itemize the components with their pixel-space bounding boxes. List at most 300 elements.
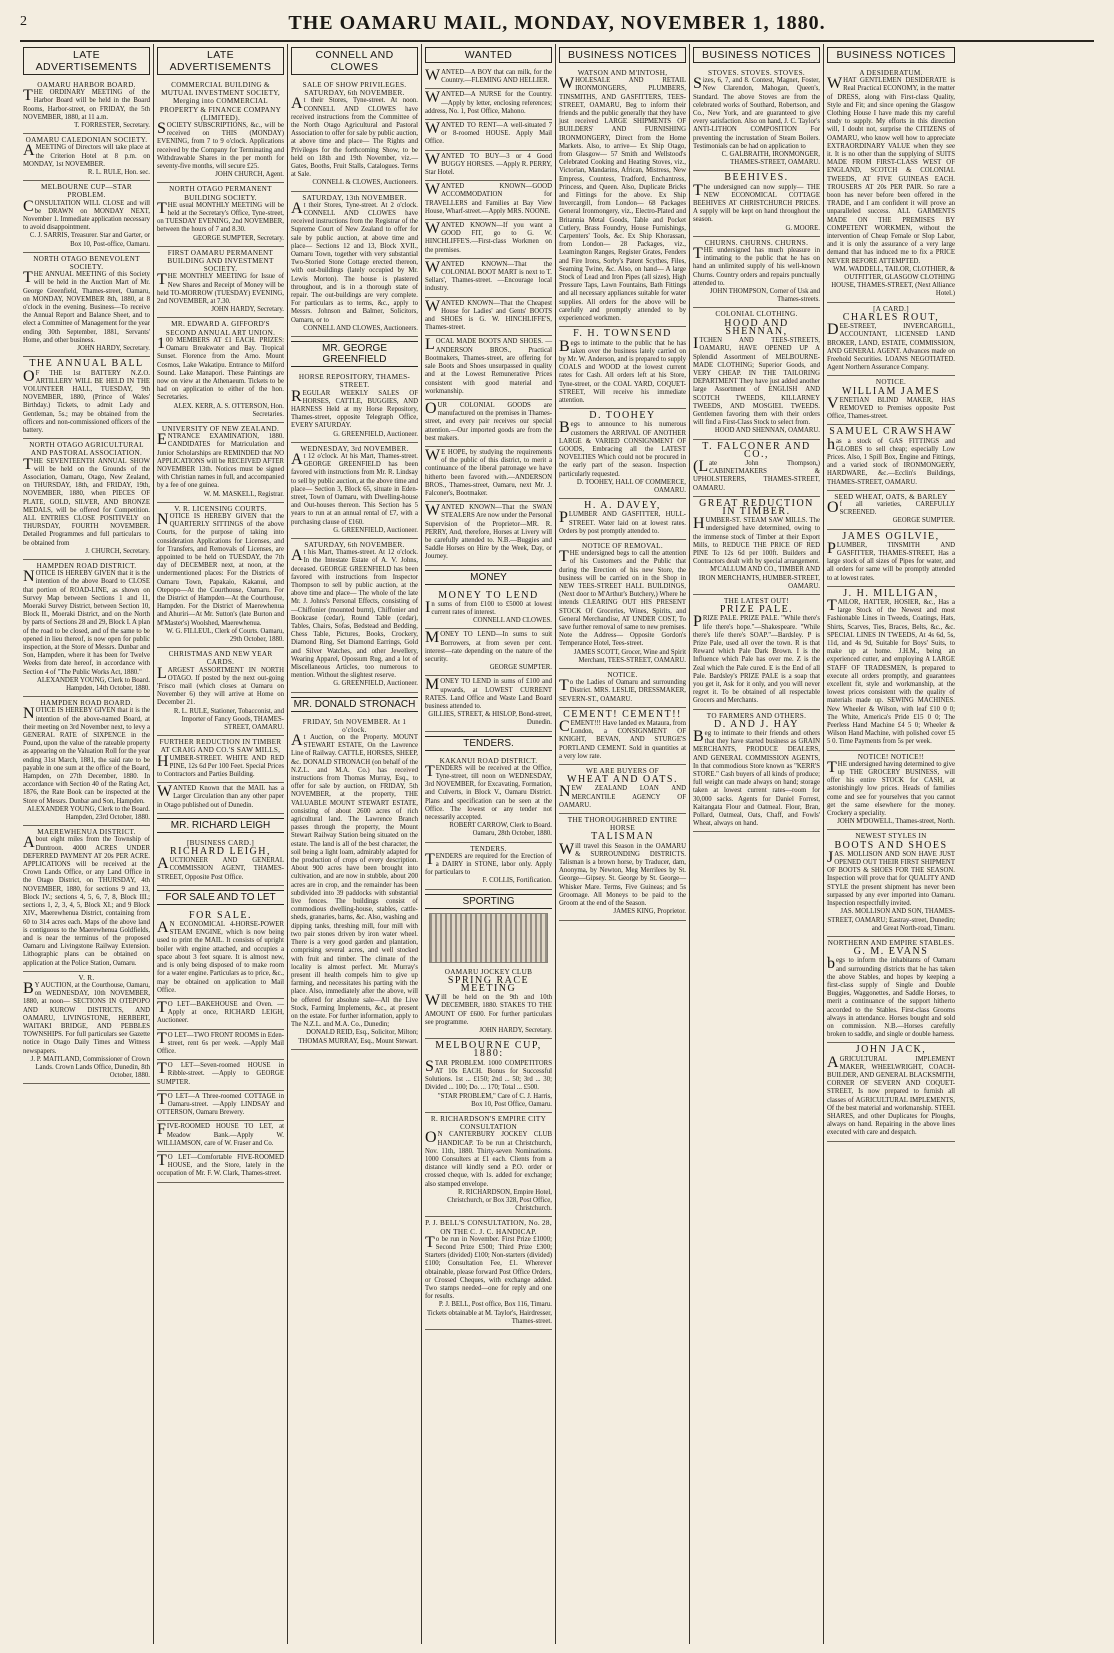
advertisement: [23, 357, 150, 439]
ad-heading: OAMARU JOCKEY CLUB: [444, 967, 533, 976]
ad-heading: SATURDAY, 13th NOVEMBER.: [302, 193, 407, 202]
ad-signature: C. J. SARRIS, Treasurer. Star and Garter, or Box 10, Post-office, Oamaru.: [29, 232, 150, 248]
advertisement: [291, 192, 418, 337]
ad-body: NEW ZEALAND LOAN AND MERCANTILE AGENCY OF OAMARU.: [559, 783, 686, 809]
ad-body: 100 MEMBERS AT £1 EACH. PRIZES: Oamaru Breakwater and Bay. Tropical Sunset. Florence from the Arno. Mount Cosmos, Lake Wakatipu. Entrance to Milford Sound. Lake Manapori. These Paintings are now on view at the Athenaeum. Tickets to be had on application to either of the hon. Secretaries.: [157, 334, 284, 402]
advertisement: [425, 220, 552, 259]
ad-body: (Late John Thompson,) CABINETMAKERS & UPHOLSTERERS, THAMES-STREET, OAMARU.: [693, 457, 820, 492]
section-heading: MR. DONALD STRONACH: [291, 697, 418, 712]
ad-signature: WM. WADDELL, TAILOR, CLOTHIER, & OUTFITTER, GLASGOW CLOTHING HOUSE, THAMES-STREET, (Next Alliance Hotel.): [831, 265, 955, 298]
ad-body: To be run in November. First Prize £1000; Second Prize £500; Third Prize £300; Starters (divided) £100; Non-starters (divided) £100; Consultation Fee, £1. Wherever obtainable, please forward Post Office Orders, or Crossed Cheques, with exchange added. Two stamps needed—one for reply and one for results.: [425, 1233, 552, 1301]
newspaper-title: THE OAMARU MAIL, MONDAY, NOVEMBER 1, 1880.: [288, 12, 826, 34]
ad-signature: G. GREENFIELD, Auctioneer.: [333, 680, 418, 688]
ad-body: VENETIAN BLIND MAKER, HAS REMOVED to Premises opposite Post Office, Thames-street.: [827, 394, 955, 421]
advertisement: [23, 134, 150, 181]
ad-signature: G. GREENFIELD, Auctioneer.: [333, 526, 418, 534]
ad-display-name: J. H. MILLIGAN,: [843, 587, 939, 599]
ad-signature: JOHN HARDY, Secretary.: [479, 1027, 552, 1035]
ad-signature: ROBERT CARROW, Clerk to Board. Oamaru, 28th October, 1880.: [449, 822, 552, 838]
advertisement: [425, 89, 552, 120]
ad-body: Sizes, 6, 7, and 8. Contest, Magnet, Foster, New Clarendon, Mahogan, Queen's, Standard. The above Stoves are from the celebrated works of Southard, Robertson, and Co., New York, and are guaranteed to give every satisfaction. Also on hand, J. C. Taylor's ANTI-LITHON COMPOSITION For preventing the incrustation of Steam Boilers. Testimonials can be had on application to: [693, 75, 820, 150]
ad-body: TO LET—TWO FRONT ROOMS in Eden-street, rent 6s per week. —Apply Mail Office.: [157, 1029, 284, 1055]
advertisement: [157, 1152, 284, 1183]
ad-display-name: G. M. EVANS: [853, 946, 929, 958]
ad-body: WHOLESALE AND RETAIL IRONMONGERS, PLUMBERS, TINSMITHS, AND GASFITTERS, TEES-STREET, OAMARU, Beg to inform their friends and the public generally that they have just received LARGE SHIPMENTS OF BUILDERS' AND FURNISHING IRONMONGERY, Direct from the Home Markets. Also, to arrive— Ex Ship Otago, from Glasgow— 57 Smith and Wellstood's Celebrated Cooking and Heating Stoves, viz., Victorian, Mandarins, African, Mistress, New Empress, Countess, Tradford, Enchantress, Princess, and Queen. Also, Duplicate Bricks and Fittings for the above. Ex Ship Invercargill, from London— 68 Packages General Ironmongery, viz., Electro-Plated and Britannia Metal Goods, Table and Pocket Cutlery, Brass Foundry, House Furnishings, Carpenters' Tools, &c. Ex Ship Khorassan, from London— 28 Packages, viz., Leamington Ranges, Register Grates, Fenders and Fire Irons, Sorby's Patent Scythes, Files, Seaming Twine, &c. Also, on hand— A large Stock of Lead and Iron Pipes (all sizes), High Pressure Taps, Lawn Fountains, Bath Fittings and all necessary appliances suitable for water supplies. All orders for the above will be carefully and promptly attended to by experienced workmen.: [559, 75, 686, 323]
ad-heading: OAMARU HARBOR BOARD.: [37, 81, 136, 89]
ad-signature: JOHN M'DOWELL, Thames-street, North.: [837, 818, 955, 826]
ad-signature: JOHN HARDY, Secretary.: [211, 306, 284, 314]
ad-signature: R. L. RULE, Stationer, Tobacconist, and Importer of Fancy Goods, THAMES-STREET, OAMARU.: [173, 707, 284, 732]
advertisement: [827, 937, 955, 1043]
advertisement: [693, 67, 820, 171]
ad-signature: CONNELL AND CLOWES.: [473, 617, 552, 625]
ad-heading: P. J. BELL'S CONSULTATION, No. 28, ON THE C. J. C. HANDICAP.: [425, 1219, 552, 1236]
ad-heading: NEWEST STYLES IN: [855, 832, 927, 841]
ad-heading: NORTH OTAGO BENEVOLENT SOCIETY.: [33, 254, 140, 272]
advertisement: [425, 502, 552, 565]
section-heading: FOR SALE AND TO LET: [157, 890, 284, 905]
ad-heading: TO FARMERS AND OTHERS.: [706, 711, 807, 720]
ad-body: WANTED KNOWN—GOOD ACCOMMODATION for TRAVELLERS and Families at Bay View House, Wharf-street.—Apply MRS. NOONE.: [425, 181, 552, 215]
advertisement: [425, 1217, 552, 1330]
ad-body: The undersigned can now supply— THE NEW ECONOMICAL COTTAGE BEEHIVES AT CHRISTCHURCH PRICES. A supply will be kept on hand throughout the season.: [693, 181, 820, 224]
ad-heading: FRIDAY, 5th NOVEMBER. At 1 o'clock.: [302, 717, 407, 734]
ad-body: NOTICE IS HEREBY GIVEN that it is the intention of the above-named Board, at their meeting on 3rd November next, to levy a GENERAL RATE of SIXPENCE in the Pound, upon the value of the rateable property as appearing on the Valuation Roll for the year ending 31st March, 1881, the said rate to be payable in one sum at the office of the Board, Hampden, on 27th December, 1880. In accordance with Section 40 of the Rating Act, 1876, the Rate Book can be inspected at the Store of Messrs. Dunbar and Son, Hampden.: [23, 705, 150, 805]
advertisement: [23, 79, 150, 134]
ad-body: AN ECONOMICAL 4-HORSE-POWER STEAM ENGINE, which is now being used to print the MAIL. It consists of upright boiler with engine attached, and occupies a space about 3 feet square. It is almost new, and is only being disposed of to make room for a water engine. Particulars as to price, &c., may be obtained on application to Mail Office.: [157, 919, 284, 994]
ad-signature: C. GALBRAITH, IRONMONGER, THAMES-STREET, OAMARU.: [721, 151, 820, 167]
advertisement: [693, 710, 820, 833]
ad-display-name: SAMUEL CRAWSHAW: [829, 426, 953, 438]
ad-display-name: WHEAT AND OATS.: [567, 774, 678, 786]
advertisement: [425, 755, 552, 843]
column-4: [422, 44, 556, 1644]
ad-heading: THE LATEST OUT!: [723, 596, 790, 605]
ad-heading: CHURNS. CHURNS. CHURNS.: [704, 238, 809, 247]
ad-display-name: BEEHIVES.: [724, 172, 789, 184]
ad-signature: G. GREENFIELD, Auctioneer.: [333, 430, 418, 438]
advertisement: [23, 560, 150, 697]
ad-body: THE ANNUAL MEETING of this Society will be held in the Auction Mart of Mr. George Greenfield, Thames-street, Oamaru, on MONDAY, NOVEMBER 8th, 1880, at 8 o'clock in the evening. Business—To receive the Annual Report and Balance Sheet, and to elect a Committee of Management for the year ending 30th September, 1881, Servants' Home, and other business.: [23, 269, 151, 344]
ad-display-name: RICHARD LEIGH,: [170, 846, 271, 858]
ad-display-name: F. H. TOWNSEND: [573, 328, 672, 340]
ad-signature: R. L. RULE, Hon. sec.: [87, 169, 150, 177]
ad-body: THE usual MONTHLY MEETING will be held at the Secretary's Office, Tyne-street, on TUESDAY EVENING, 2nd NOVEMBER, between the hours of 7 and 8.30.: [157, 199, 284, 234]
ad-heading: MR. EDWARD A. GIFFORD'S SECOND ANNUAL ART UNION.: [165, 320, 276, 337]
ad-heading: HORSE REPOSITORY, THAMES-STREET.: [298, 373, 411, 390]
ad-signature: D. TOOHEY, HALL OF COMMERCE, OAMARU.: [576, 478, 686, 494]
ad-signature: JAMES KING, Proprietor.: [613, 908, 686, 916]
ad-body: AGRICULTURAL IMPLEMENT MAKER, WHEELWRIGHT, COACH-BUILDER, AND GENERAL BLACKSMITH, CORNER OF SEVERN AND COQUET-STREET, Is now prepared to furnish all classes of AGRICULTURAL IMPLEMENTS, Of the best material and workmanship. STEEL SHARES, and other Duplicates for Ploughs, always on hand. Repairing in the above lines executed with care and despatch.: [827, 1053, 955, 1137]
ad-body: WANTED KNOWN—If you want a GOOD FIT, go to G. W. HINCHLIFFE'S.—First-class Workmen on the premises.: [425, 220, 552, 254]
column-heading: LATE ADVERTISEMENTS: [23, 47, 150, 75]
ad-heading: NORTH OTAGO PERMANENT BUILDING SOCIETY.: [169, 185, 272, 202]
ad-body: WANTED KNOWN—That the SWAN STEALERS Are now under the Personal Supervision of the Proprietor—MR. R. PERRY, And, therefore, Horses at Livery will be carefully attended to. N.B.—Buggies and Saddle Horses on Hire by the Week, Day, or Journey.: [425, 502, 552, 561]
ad-heading: THE THOROUGHBRED ENTIRE HORSE: [567, 816, 678, 833]
masthead: [20, 12, 1094, 38]
ad-signature: HOOD AND SHENNAN, OAMARU.: [714, 427, 820, 435]
ad-body: At Auction, on the Property. MOUNT STEWART ESTATE, On the Lawrence Line of Railway. CATTLE, HORSES, SHEEP, &c. DONALD STRONACH (on behalf of the N.Z.L. and M.A. Co.) has received instructions from Thomas Murray, Esq., to offer for sale by auction, on FRIDAY, 5th NOVEMBER, at the property, THE VALUABLE MOUNT STEWART ESTATE, consisting of about 2600 acres of rich agricultural land. The Lawrence Branch passes through the property, the Mount Stewart Railway Station being situated on the estate. The land is all of the best character, the soil being a light loam, admirably adapted for the production of crops of every description. About 900 acres have been brought into cultivation, and are now in stubble, about 200 acres are in crop, and the remainder has been subdivided into 39 paddocks with substantial live fences. The buildings consist of commodious dwelling-house, stables, cattle-sheds, granaries, barns, &c. Also, washing and dipping tanks, threshing mill, four mill with two pair stones driven by iron water wheel. There is a very good garden and plantation, comprising several acres, and well stocked with fruit and timber. The climate of the locality is almost perfect. Mr. Murray's present ill health compels him to give up farming, and necessitates his parting with the place. Also, immediately after the above, will be offered for absolute sale—All the Live Stock, Farming Implements, &c., at present on the estate. For further information, apply to The N.Z.L. and M.A. Co., Dunedin;: [291, 732, 418, 1029]
ad-signature: GEORGE SUMPTER.: [489, 664, 552, 672]
ad-body: TO LET—A Three-roomed COTTAGE in Oamaru-street. —Apply LINDSAY and OTTERSON, Oamaru Brewery.: [157, 1090, 284, 1117]
section-heading: MR. GEORGE GREENFIELD: [291, 341, 418, 367]
advertisement: [559, 499, 686, 540]
ad-heading: [BUSINESS CARD.]: [186, 838, 255, 847]
advertisement: [157, 648, 284, 736]
ad-heading: NORTHERN AND EMPIRE STABLES.: [827, 938, 955, 947]
advertisement: [157, 423, 284, 503]
advertisement: [425, 966, 552, 1040]
ad-heading: R. RICHARDSON'S EMPIRE CITY CONSULTATION: [430, 1114, 547, 1132]
column-heading: WANTED: [425, 47, 552, 63]
ad-body: OUR COLONIAL GOODS are manufactured on the premises in Thames-street, and every pair receives our special attention.—Our imported goods are from the best makers.: [425, 399, 552, 442]
ad-heading: WATSON AND M'INTOSH,: [577, 69, 668, 77]
ad-heading: STOVES. STOVES. STOVES.: [708, 69, 805, 77]
advertisement: [425, 151, 552, 182]
advertisement: [291, 716, 418, 1050]
ad-body: TENDERS are required for the Erection of a DAIRY in STONE, labor only. Apply for particulars to: [425, 850, 552, 877]
ad-body: At their Stores, Tyne-street. At 2 o'clock. CONNELL AND CLOWES have received instructions from the Registrar of the Supreme Court of New Zealand to offer for sale by public auction, at above time and place— Sections 12 and 13, Block XVII., Oamaru Town, together with very substantial Two-Storied Stone Cottage erected thereon, with out-buildings (lately occupied by Mr. Lewis Morton). The house is plastered throughout, and is in a thorough state of repair. The out-buildings are very complete. For particulars as to terms, &c., apply to Messrs. Johnson and Balmer, Solicitors, Oamaru, or to: [291, 199, 418, 324]
advertisement: [425, 120, 552, 151]
advertisement: [23, 697, 150, 826]
ad-signature: CONNELL & CLOWES, Auctioneers.: [312, 179, 418, 187]
advertisement: [559, 814, 686, 920]
ad-heading: [A CARD.]: [873, 304, 909, 313]
column-3: [288, 44, 422, 1644]
ad-body: WANTED Known that the MAIL has a Larger Circulation than any other paper in Otago published out of Dunedin.: [157, 783, 284, 809]
column-heading: BUSINESS NOTICES: [559, 47, 686, 63]
advertisement: [559, 327, 686, 409]
advertisement: [157, 1030, 284, 1061]
ad-body: To the Ladies of Oamaru and surrounding District. MRS. LESLIE, DRESSMAKER, SEVERN-ST., OAMARU.: [559, 677, 686, 703]
ad-display-name: MELBOURNE CUP, 1880:: [435, 1040, 542, 1060]
advertisement: [425, 67, 552, 89]
advertisement: [425, 259, 552, 298]
advertisement: [559, 67, 686, 327]
ad-heading: MAEREWHENUA DISTRICT.: [37, 828, 136, 837]
advertisement: [23, 253, 150, 357]
ad-body: has a stock of GAS FITTINGS and GLOBES to sell cheap; especially Low Prices. Also, 1 Spill Box, Engine and Fittings, and a varied stock of IRONMONGERY, HARDWARE, &c.—Ecclin's Buildings, THAMES-STREET, OAMARU.: [827, 435, 955, 486]
ad-body: HUMBER-STREET. WHITE AND RED PINE, 12s 6d Per 100 Feet. Special Prices to Contractors and Parties Building.: [157, 752, 284, 779]
ad-signature: DONALD REID, Esq., Solicitor, Milton; THOMAS MURRAY, Esq., Mount Stewart.: [298, 1029, 418, 1045]
advertisement: [559, 540, 686, 669]
advertisement: [425, 629, 552, 676]
ad-body: TO LET—Seven-roomed HOUSE in Ribble-street. —Apply to GEORGE SUMPTER.: [157, 1060, 284, 1086]
ad-heading: CHRISTMAS AND NEW YEAR CARDS.: [168, 650, 273, 667]
advertisement: [425, 1113, 552, 1217]
ad-body: SOCIETY SUBSCRIPTIONS, &c., will be received on THIS (MONDAY) EVENING, from 7 to 9 o'clock. Applications received by the Company for Terminating and Withdrawable Shares in the per month for seventy-five months, will secure £25.: [157, 120, 284, 171]
advertisement: [827, 376, 955, 425]
ad-display-name: MONEY TO LEND: [438, 589, 539, 601]
advertisement: [425, 843, 552, 890]
ad-display-name: H. A. DAVEY,: [584, 500, 661, 512]
ad-body: At 12 o'clock. At his Mart, Thames-street. GEORGE GREENFIELD has been favored with instructions from Mr. R. Lindsay to sell by public auction, at the above time and place— Section 3, Block 65, situate in Eden-street, Town of Oamaru, with Dwelling-house and Out-houses thereon. This Section has 5 years to run at an annual rental of £7, with a purchasing clause of £160.: [291, 450, 418, 526]
ad-body: WANTED KNOWN—That the COLONIAL BOOT MART is next to T. Sellars', Thames-street. —Encourage local industry.: [425, 258, 552, 293]
ad-body: CONSULTATION WILL CLOSE and will be DRAWN on MONDAY NEXT, November 1. Immediate application necessary to avoid disappointment.: [23, 197, 150, 232]
ad-body: HUMBER-ST. STEAM SAW MILLS. The undersigned have determined, owing to the immense stock of Timber at their Export Mills, to REDUCE THE PRICE OF RED PINE To 12s 6d per 100ft. Builders and Contractors dealt with by special arrangement.: [693, 515, 820, 566]
ad-display-name: HOOD AND SHENNAN,: [724, 317, 789, 337]
ad-body: STAR PROBLEM. 1000 COMPETITORS AT 10s EACH. Bonus for Successful Solutions. 1st ... £150; 2nd ... 50; 3rd ... 30; Divided ... 100; Do. ... 170; Total ... £500.: [425, 1057, 552, 1092]
advertisement: [693, 308, 820, 439]
ad-display-name: GREAT REDUCTION IN TIMBER.: [699, 497, 814, 517]
advertisement: [693, 497, 820, 595]
ad-heading: V. R. LICENSING COURTS.: [174, 504, 267, 513]
ad-body: PRIZE PALE. PRIZE PALE. "While there's life there's hope."—Shakespeare. "While there's life there's SOAP."—Bardsley. P is Prize Pale, used all over the town. R is that Reward which Pale Dark Brown. I is the Influence which Pale has over me. Z is the Zeal which the Pale cured. E is the End of all Pale. Bardsley's PRIZE PALE is a soap that you get it, Ask for it only, and you will never regret it. To be obtained of all respectable Grocers and Merchants.: [693, 613, 820, 705]
advertisement: [559, 409, 686, 499]
advertisement: [559, 669, 686, 708]
advertisement: [827, 830, 955, 936]
ad-body: THE MONTHLY MEETING for Issue of New Shares and Receipt of Money will be held TO-MORROW (TUESDAY) EVENING, 2nd NOVEMBER, at 7.30.: [157, 271, 284, 306]
ad-body: Will be held on the 9th and 10th DECEMBER, 1880. STAKES TO THE AMOUNT OF £600. For further particulars see programme.: [425, 992, 552, 1026]
advertisement: [157, 1060, 284, 1091]
ad-body: TENDERS will be received at the Office, Tyne-street, till noon on WEDNESDAY, 3rd NOVEMBER, for Excavating, Formation, and Culverts, in Block V., Oamaru District. Plans and specification can be seen at the Office. The lowest or any tender not necessarily accepted.: [425, 762, 552, 822]
ad-heading: NORTH OTAGO AGRICULTURAL AND PASTORAL ASSOCIATION.: [29, 441, 144, 458]
ad-heading: FIRST OAMARU PERMANENT BUILDING AND INVESTMENT SOCIETY.: [167, 248, 274, 274]
advertisement: [425, 336, 552, 399]
column-heading: CONNELL AND CLOWES: [291, 47, 418, 75]
ad-display-name: CHARLES ROUT,: [842, 311, 940, 323]
ad-body: BY AUCTION, at the Courthouse, Oamaru, on WEDNESDAY, 10th NOVEMBER, 1880, at noon— SECTIONS IN OTEPOPO AND KUROW DISTRICTS, AND OAMARU, LIVINGSTONE, HERBERT, WAITAKI BRIDGE, AND PEBBLES TOWNSHIPS. For full particulars see Gazette notice in Otago Daily Times and Witness newspapers.: [23, 979, 150, 1055]
ad-heading: WEDNESDAY, 3rd NOVEMBER.: [300, 444, 409, 453]
advertisement: [157, 247, 284, 319]
advertisement: [827, 530, 955, 587]
ad-display-name: CEMENT! CEMENT!!: [563, 708, 682, 720]
ad-body: WANTED—A BOY that can milk, for the Country.—FLEMING AND HELLIER.: [425, 67, 552, 85]
ad-display-name: D. AND J. HAY: [714, 718, 799, 730]
ad-body: WE HOPE, by studying the requirements of the public of this district, to merit a continuance of the liberal patronage we have hitherto been favored with.—ANDERSON BROS., Thames-street, Oamaru, next Mr. J. Falconer's, Bootmaker.: [425, 446, 552, 497]
column-heading: BUSINESS NOTICES: [693, 47, 820, 63]
advertisement: [157, 837, 284, 886]
ad-body: WANTED TO BUY—3 or 4 Good BUGGY HORSES. —Apply R. PERRY, Star Hotel.: [425, 150, 552, 177]
ad-body: Begs to intimate to the public that he has taken over the business lately carried on by Mr. W. Anderson, and is prepared to supply COALS and WOOD at the lowest current rates for Cash. All orders left at his Store, Tyne-street, or the COAL YARD, COQUET-STREET, Will receive his immediate attention.: [559, 337, 686, 404]
advertisement: [157, 1121, 284, 1152]
advertisement: [827, 491, 955, 530]
ad-display-name: SPRING RACE MEETING: [447, 974, 530, 995]
column-2: [154, 44, 288, 1644]
ad-body: ON CANTERBURY JOCKEY CLUB HANDICAP. To be run at Christchurch, Nov. 11th, 1880. Thirty-seven Nominations. 1000 Consulters at £1 each. Clients from a distance will kindly send a P.O. order or crossed cheque, with 1s. added for exchange; also stamped envelope.: [425, 1129, 552, 1188]
ad-heading: SATURDAY, 6th NOVEMBER.: [304, 540, 405, 549]
ad-signature: W. G. FILLEUL, Clerk of Courts. Oamaru, 29th October, 1880.: [166, 627, 284, 643]
ad-signature: W. M. MASKELL, Registrar.: [203, 490, 284, 498]
advertisement: [23, 826, 150, 971]
ad-signature: CONNELL AND CLOWES, Auctioneers.: [303, 324, 418, 332]
ad-signature: P. J. BELL, Post office, Box 116, Timaru. Tickets obtainable at M. Taylor's, Hairdresser, Thames-street.: [426, 1301, 552, 1325]
ad-heading: KAKANUI ROAD DISTRICT.: [439, 756, 538, 765]
ad-heading: WE ARE BUYERS OF: [586, 767, 659, 776]
ad-signature: JOHN THOMPSON, Corner of Usk and Thames-streets.: [709, 288, 820, 304]
advertisement: [827, 303, 955, 377]
ad-body: At his Mart, Thames-street. At 12 o'clock. In the Intestate Estate of A. V. Johns, deceased. GEORGE GREENFIELD has been favored with instructions from Inspector Thompson to sell by public auction, at the above time and place— The whole of the late Mr. J. Johns's Personal Effects, consisting of—Chiffonier (mounted burnt), Chiffonier and Bookcase (cedar), Round Table (cedar), Tables, Chairs, Sofas, Bedstead and Bedding, Chess Table, Pictures, Books, Crockery, Diamond Ring, Set Diamond Earrings, Gold and Silver Watches, and other Jewellery, Wearing Apparel, Opossum Rug, and a lot of Miscellaneous Articles, too numerous to mention. Without the slightest reserve.: [291, 547, 418, 680]
advertisement: [693, 171, 820, 236]
ad-heading: COMMERCIAL BUILDING & MUTUAL INVESTMENT SOCIETY, Merging into COMMERCIAL PROPERTY & FINANCE COMPANY (LIMITED).: [159, 81, 282, 122]
ad-body: THE undersigned has much pleasure in intimating to the public that he has on hand an unlimited supply of his well-known Churns. Country orders and repairs punctually attended to.: [693, 245, 820, 287]
advertisement: [291, 443, 418, 539]
ad-heading: NOTICE.: [607, 671, 638, 680]
newspaper-columns: [20, 44, 1094, 1644]
page-number: 2: [20, 14, 28, 29]
ad-heading: NOTICE OF REMOVAL.: [582, 541, 663, 550]
ad-heading: FURTHER REDUCTION IN TIMBER AT CRAIG AND CO.'S SAW MILLS,: [159, 738, 282, 755]
ad-body: AMEETING of Directors will take place at the Criterion Hotel at 8 p.m. on MONDAY, 1st NOVEMBER.: [23, 142, 150, 168]
ad-body: THE undersigned having determined to give up THE GROCERY BUSINESS, will offer his entire STOCK for CASH, at astonishingly low prices. Heads of families come and see for yourselves that you cannot get the same elsewhere for the money. Crockery a speciality.: [827, 758, 955, 818]
ad-signature: F. COLLIS, Fortification.: [482, 877, 552, 885]
advertisement: [425, 1039, 552, 1113]
ad-signature: GEORGE SUMPTER, Secretary.: [193, 234, 284, 242]
column-heading: LATE ADVERTISEMENTS: [157, 47, 284, 75]
ad-heading: A DESIDERATUM.: [859, 69, 923, 77]
ad-body: Beg to intimate to their friends and others that they have started business as GRAIN MERCHANTS, PRODUCE DEALERS, AND GENERAL COMMISSION AGENTS, In that commodious Store known as "KERR'S STORE." Cash buyers of all kinds of produce; full weight can made always on hand; storage taken at lowest current rates—room for 30,000 sacks. Agents for Daniel Forrest, Kaitangata Flour and Oatmeal. Flour, Bran, Pollard, Oatmeal, Oats, Chaff, and Fowls' Wheat, always on hand.: [693, 728, 820, 828]
ad-display-name: JAMES OGILVIE,: [842, 530, 940, 542]
ad-body: CEMENT!!! Have landed ex Mataura, from London, a CONSIGNMENT OF KNIGHT, BEVAN, AND STURGE'S PORTLAND CEMENT. Sold in quantities at a very low rate.: [559, 718, 686, 760]
column-6: [690, 44, 824, 1644]
advertisement: [291, 539, 418, 693]
ad-signature: ALEXANDER YOUNG, Clerk to Board. Hampden, 14th October, 1880.: [36, 676, 150, 693]
ad-body: ITCHEN AND TEES-STREETS, OAMARU, HAVE OPENED UP A Splendid Assortment of MELBOURNE-MADE CLOTHING; Superior Goods, and VERY CHEAP. IN THE TAILORING DEPARTMENT They have just added another large Assortment of ENGLISH AND SCOTCH TWEEDS, KILLARNEY TWEEDS, AND MOSGIEL TWEEDS. Gentlemen favoring them with their orders will find a First-Class Stock to select from.: [693, 335, 820, 427]
ad-body: AUCTIONEER AND GENERAL COMMISSION AGENT, THAMES-STREET, Opposite Post Office.: [157, 855, 284, 881]
ad-body: THE undersigned begs to call the attention of his Customers and the Public that during the Erection of his new Store, the business will be carried on in the Shop in NEW TEES-STREET HALL BUILDINGS, (Next door to M'Arthur's Butchery,) Where he intends CLEARING OUT HIS PRESENT STOCK Of Groceries, Wines, Spirits, and General Merchandise, AT UNDER COST, To save further removal of same to new premises. Note the Address— Opposite Gordon's Temperance Hotel, Tees-street.: [559, 548, 686, 648]
advertisement: [693, 595, 820, 710]
section-heading: MONEY: [425, 570, 552, 585]
advertisement: [157, 318, 284, 422]
advertisement: [157, 1091, 284, 1122]
ad-display-name: TALISMAN: [591, 831, 654, 843]
ad-heading: SEED WHEAT, OATS, & BARLEY: [834, 492, 948, 501]
ad-body: begs to inform the inhabitants of Oamaru and surrounding districts that he has taken the above Stables, and hopes by keeping a first-class supply of Single and Double Buggies, Waggonettes, and Saddle Horses, to merit a continuance of the support hitherto accorded to the Stables. First-class Grooms always in attendance. Horses bought and sold on commission. N.B.—Horses carefully broken to saddle, and single or double harness.: [827, 955, 955, 1039]
ad-display-name: D. TOOHEY: [589, 410, 656, 422]
ad-signature: "STAR PROBLEM," Care of C. J. Harris, Box 10, Post Office, Oamaru.: [437, 1092, 552, 1108]
ad-body: At their Stores, Tyne-street. At noon. CONNELL AND CLOWES have received instructions from the Committee of the North Otago Agricultural and Pastoral Association to offer for sale by public auction, at above time and place— The Rights and Privileges for the forthcoming Show, to be held on 18th and 19th November, viz.— Gates, Booths, Fruit Stalls, Catalogues. Terms at Sale.: [291, 95, 418, 179]
advertisement: [157, 79, 284, 183]
ad-body: MONEY TO LEND—In sums to suit Borrowers, at from seven per cent. interest—rate depending on the nature of the security.: [425, 629, 552, 663]
advertisement: [827, 425, 955, 490]
ad-body: LARGEST ASSORTMENT IN NORTH OTAGO. If posted by the next out-going 'Frisco mail (which closes at Oamaru on November 6) they will arrive at Home on December 21.: [157, 664, 284, 707]
advertisement: [23, 181, 150, 253]
advertisement: [559, 765, 686, 814]
ad-body: NOTICE IS HEREBY GIVEN that the QUARTERLY SITTINGS of the above Courts, for the purpose of taking into consideration Applications for Licenses, and for Transfers, and Removals of Licenses, are appointed to be held on TUESDAY, the 7th day of DECEMBER next, at noon, at the undermentioned places: For the Districts of Oamaru Town, Papakaio, Kakanui, and Otepopo—At the Courthouse, Oamaru. For the District of Hampden—At the Courthouse, Hampden. For the District of Maerewhenua and Ahuriri—At Mr. Sutton's (late Burton and M'Master's) Woolshed, Maerewhenua.: [157, 510, 284, 627]
ad-heading: NOTICE.: [875, 378, 907, 387]
ad-heading: NOTICE! NOTICE!!: [857, 752, 925, 761]
advertisement: [157, 783, 284, 814]
ad-body: ENTRANCE EXAMINATION, 1880. CANDIDATES for Matriculation and Junior Scholarships are REMINDED that NO APPLICATIONS will be RECEIVED AFTER NOVEMBER 13th. Notices must be signed with Christian names in full, and accompanied by a fee of one guinea.: [157, 431, 284, 490]
ad-signature: JOHN HARDY, Secretary.: [77, 345, 150, 353]
ad-display-name: WILLIAM JAMES: [841, 385, 941, 397]
ad-signature: ALEX. KERR, A. S. OTTERSON, Hon. Secretaries.: [173, 402, 284, 418]
advertisement: [693, 440, 820, 497]
advertisement: [425, 589, 552, 630]
ad-signature: GEORGE SUMPTER.: [892, 517, 955, 525]
ad-heading: COLONIAL CLOTHING.: [715, 310, 798, 319]
ad-heading: V. R.: [78, 973, 95, 982]
column-1: [20, 44, 154, 1644]
advertisement: [291, 79, 418, 192]
ad-body: LOCAL MADE BOOTS AND SHOES. —ANDERSON BROS., Practical Bootmakers, Thames-street, are offering for sale Boots and Shoes unsurpassed in quality and at the Lowest Remunerative Prices consistent with good material and workmanship.: [425, 336, 552, 395]
top-rule: [20, 40, 1094, 42]
ad-signature: GILLIES, STREET, & HISLOP, Bond-street, Dunedin.: [428, 711, 552, 727]
advertisement: [157, 736, 284, 783]
ad-body: In sums of from £100 to £5000 at lowest current rates of interest.: [425, 598, 552, 616]
advertisement: [23, 439, 150, 560]
advertisement: [157, 999, 284, 1030]
advertisement: [157, 183, 284, 246]
section-heading: SPORTING: [425, 894, 552, 909]
ad-signature: JAS. MOLLISON AND SON, THAMES-STREET, OAMARU; Eastray-street, Dunedin; and Great North-road, Timaru.: [827, 908, 955, 932]
advertisement: [23, 972, 150, 1085]
section-heading: TENDERS.: [425, 736, 552, 751]
ad-body: About eight miles from the Township of Duntroon. 4000 ACRES UNDER DEFERRED PAYMENT AT 20s PER ACRE. APPLICATIONS will be received at the Crown Lands Office, or any Land Office in the Otago District, on THURSDAY, 4th NOVEMBER, 1880, for sections 9 and 13, Block IV.; sections 4, 5, 6, 7, 8, Block III.; sections 1, 2, 3, 4, 5, Block XI.; and 9 Block XIV., Maerewhenua District, containing from 60 to 314 acres each. Maps of the above land is contiguous to the Maerewhenua Goldfields, and is near the terminus of the proposed Oamaru and Livingstone Railway Extension. Lithographic plans can be obtained on application at the Police Station, Oamaru.: [23, 834, 150, 967]
ad-body: THE SEVENTEENTH ANNUAL SHOW will be held on the Grounds of the Association, Oamaru, Otago, New Zealand, on THURSDAY, 18th, and FRIDAY, 19th, NOVEMBER, 1880, when PIECES OF PLATE, GOLD, SILVER, AND BRONZE MEDALS, will be offered for Competition. ALL ENTRIES CLOSE POSITIVELY on THURSDAY, FOURTH NOVEMBER. Detailed Programmes and full particulars to be obtained from: [23, 455, 150, 547]
ad-body: Begs to announce to his numerous customers the ARRIVAL OF ANOTHER LARGE & VARIED CONSIGNMENT OF GOODS, Embracing all the LATEST NOVELTIES Which could not be procured in the early part of the season. Inspection particularly requested.: [559, 419, 686, 478]
ad-heading: TENDERS.: [470, 844, 507, 853]
ad-signature: R. RICHARDSON, Empire Hotel, Christchurch, or Box 328, Post Office, Christchurch.: [447, 1188, 552, 1213]
ad-body: NOTICE IS HEREBY GIVEN that it is the intention of the above Board to CLOSE that portion of ROAD-LINE, as shown on Survey Map between Sections 1 and 11, Moeraki Survey District, between Section 10, Block II., Moeraki District, and on the North by parts of Sections 28 and 29, Block I. A plan of the road to be closed, and of the same to be opened in lieu thereof, is now open for public inspection, at the Store of Messrs. Dunbar and Son, Hampden, where it has been for Twelve Weeks from date hereof, in accordance with Section 4 of "The Public Works Act, 1880.": [23, 568, 150, 676]
ad-signature: J. CHURCH, Secretary.: [85, 547, 150, 555]
column-heading: BUSINESS NOTICES: [827, 47, 955, 63]
advertisement: [157, 503, 284, 648]
ad-heading: UNIVERSITY OF NEW ZEALAND.: [161, 424, 280, 433]
ad-heading: MELBOURNE CUP—STAR PROBLEM.: [41, 183, 132, 200]
ad-signature: T. FORRESTER, Secretary.: [74, 122, 150, 130]
ad-body: TO LET—BAKEHOUSE and Oven. —Apply at once, RICHARD LEIGH, Auctioneer.: [157, 998, 284, 1025]
advertisement: [827, 751, 955, 831]
ad-signature: M'CALLUM AND CO., TIMBER AND IRON MERCHANTS, HUMBER-STREET, OAMARU.: [698, 566, 820, 590]
advertisement: [827, 67, 955, 303]
ad-body: MONEY TO LEND in sums of £100 and upwards, at LOWEST CURRENT RATES. Land Office and Waste Land Board business attended to.: [425, 676, 552, 710]
ad-body: TAILOR, HATTER, HOSIER, &c., Has a large Stock of the Newest and most Fashionable Lines in Tweeds, Coatings, Hats, Shirts, Scarves, Ties, Braces, Belts, &c., &c. SPECIAL LINES IN TWEEDS, At 4s 6d, 5s, 11d, and 4s 9d, Suitable for Boys' Suits, to make up at home. J.H.M., being an experienced cutter, and employing A LARGE STAFF OF TRADESMEN, Is prepared to execute all orders promptly, and guarantees excellent fit, style and workmanship, at the lowest prices consistent with the quality of materials made up. SEWING MACHINES. New Wheeler & Wilson, with leaf £10 0 0; The White, America's Pride £15 0 0; The Peerless Hand Machine £4 5 0; Wheeler & Wilson Hand Machine, with polished cover £5 5 0. Time Payments from 5s per week.: [827, 596, 955, 746]
horse-race-engraving: [429, 913, 548, 963]
ad-body: Will travel this Season in the OAMARU & SURROUNDING DISTRICTS. Talisman is a brown horse, by Traducer, dam, Anonyma, by Newton, Meg Merrilees by St. George—Gipsey. St. George by St. George—Whisker Mare. Terms, Five Guineas; and 5s Groomage. All Moneys to be paid to the Groom at the end of the Season.: [559, 840, 686, 908]
advertisement: [425, 447, 552, 502]
ad-display-name: BOOTS AND SHOES: [834, 839, 948, 851]
column-7: [824, 44, 958, 1644]
ad-signature: JOHN CHURCH, Agent.: [215, 171, 284, 179]
ad-heading: HAMPDEN ROAD BOARD.: [40, 699, 133, 708]
ad-body: Of all varieties, CAREFULLY SCREENED.: [827, 498, 955, 517]
ad-signature: J. P. MAITLAND, Commissioner of Crown Lands. Crown Lands Office, Dunedin, 8th October, 1880.: [30, 1055, 150, 1080]
advertisement: [425, 400, 552, 447]
ad-body: WANTED TO RENT—A well-situated 7 or 8-roomed HOUSE. Apply Mail Office.: [425, 120, 552, 146]
advertisement: [425, 298, 552, 337]
ad-body: JAS. MOLLISON AND SON HAVE JUST OPENED OUT THEIR FIRST SHIPMENT OF BOOTS & SHOES FOR THE SEASON. Inspection will prove that for QUALITY AND STYLE the present shipment has never been surpassed by any ever imported into Oamaru. Inspection respectfully invited.: [827, 848, 955, 908]
ad-body: THE ORDINARY MEETING of the Harbor Board will be held in the Board Rooms, Harbor-street, on FRIDAY, the 5th NOVEMBER, 1880, at 11 a.m.: [23, 87, 150, 121]
column-5: [556, 44, 690, 1644]
advertisement: [827, 587, 955, 751]
advertisement: [827, 1043, 955, 1141]
ad-display-name: THE ANNUAL BALL: [29, 358, 144, 370]
ad-signature: G. MOORE.: [785, 224, 820, 232]
advertisement: [291, 371, 418, 443]
ad-body: PLUMBER, TINSMITH AND GASFITTER, THAMES-STREET, Has a large stock of all sizes of Pipes for water, and all orders for same will be promptly attended to at lowest rates.: [827, 539, 955, 582]
ad-body: WANTED KNOWN—That the Cheapest House for Ladies' and Gents' BOOTS and SHOES is G. W. HINCHLIFFE'S, Thames-street.: [425, 297, 552, 332]
ad-display-name: FOR SALE.: [189, 909, 252, 921]
ad-body: FIVE-ROOMED HOUSE TO LET, at Meadow Bank.—Apply W. WILLIAMSON, care of W. Fraser and Co.: [157, 1121, 284, 1147]
ad-body: PLUMBER AND GASFITTER, HULL-STREET. Water laid on at lowest rates. Orders by post promptly attended to.: [559, 509, 686, 535]
ad-display-name: T. FALCONER AND CO.,: [702, 440, 811, 460]
advertisement: [425, 181, 552, 220]
ad-body: WHAT GENTLEMEN DESIDERATE is Real Practical ECONOMY, in the matter of DRESS, along with First-class Quality, Style and Fit; and since opening the Glasgow Clothing House I have made this my careful study to supply. My efforts in this direction will, I doubt not, surprise the CITIZENS of OAMARU, who know well how to appreciate EXTRAORDINARY VALUE when they see it. It is no other than the supplying of SUITS MADE FROM FIRST-CLASS WEST OF ENGLAND, SCOTCH & COLONIAL TWEEDS, AT FIVE GUINEAS EACH. TROUSERS AT 20s PER PAIR. So rare a boon has never before been offered in the TRADE, and I am confident it will prove an unparalleled success. ALL GARMENTS MADE ON THE PREMISES BY COMPETENT WORKMEN, without the intervention of Cheap Female or Slop Labor, and it is only the assurance of a very large demand that has induced me to fix a PRICE NEVER BEFORE ATTEMPTED.: [827, 75, 955, 265]
advertisement: [559, 708, 686, 765]
ad-body: DEE-STREET, INVERCARGILL, ACCOUNTANT, LICENSED LAND BROKER, LAND, ESTATE, COMMISSION, AND GENERAL AGENT. Advances made on Freehold Securities. LOANS NEGOTIATED. Agent Northern Assurance Company.: [827, 321, 955, 372]
ad-body: TO LET—Comfortable FIVE-ROOMED HOUSE, and the Store, lately in the occupation of Mr. F. W. Clark, Thames-street.: [157, 1151, 284, 1178]
ad-body: OF THE 1st BATTERY N.Z.O. ARTILLERY WILL BE HELD IN THE VOLUNTEER HALL, TUESDAY, 9th NOVEMBER, 1880, (Prince of Wales' Birthday.) Tickets, to admit Lady and Gentleman, 5s.; may be obtained from the officers and non-commissioned officers of the battery.: [23, 367, 150, 434]
advertisement: [425, 676, 552, 731]
section-heading: MR. RICHARD LEIGH: [157, 818, 284, 833]
advertisement: [157, 909, 284, 999]
ad-signature: JAMES SCOTT, Grocer, Wine and Spirit Merchant, TEES-STREET, OAMARU.: [573, 648, 686, 664]
ad-body: REGULAR WEEKLY SALES OF HORSES, CATTLE, BUGGIES, AND HARNESS Held at my Horse Repository, Thames-street, opposite Telegraph Office, EVERY SATURDAY.: [291, 387, 418, 430]
ad-heading: HAMPDEN ROAD DISTRICT.: [36, 561, 137, 570]
ad-display-name: JOHN JACK,: [855, 1044, 927, 1056]
ad-heading: OAMARU CALEDONIAN SOCIETY.: [25, 136, 148, 145]
